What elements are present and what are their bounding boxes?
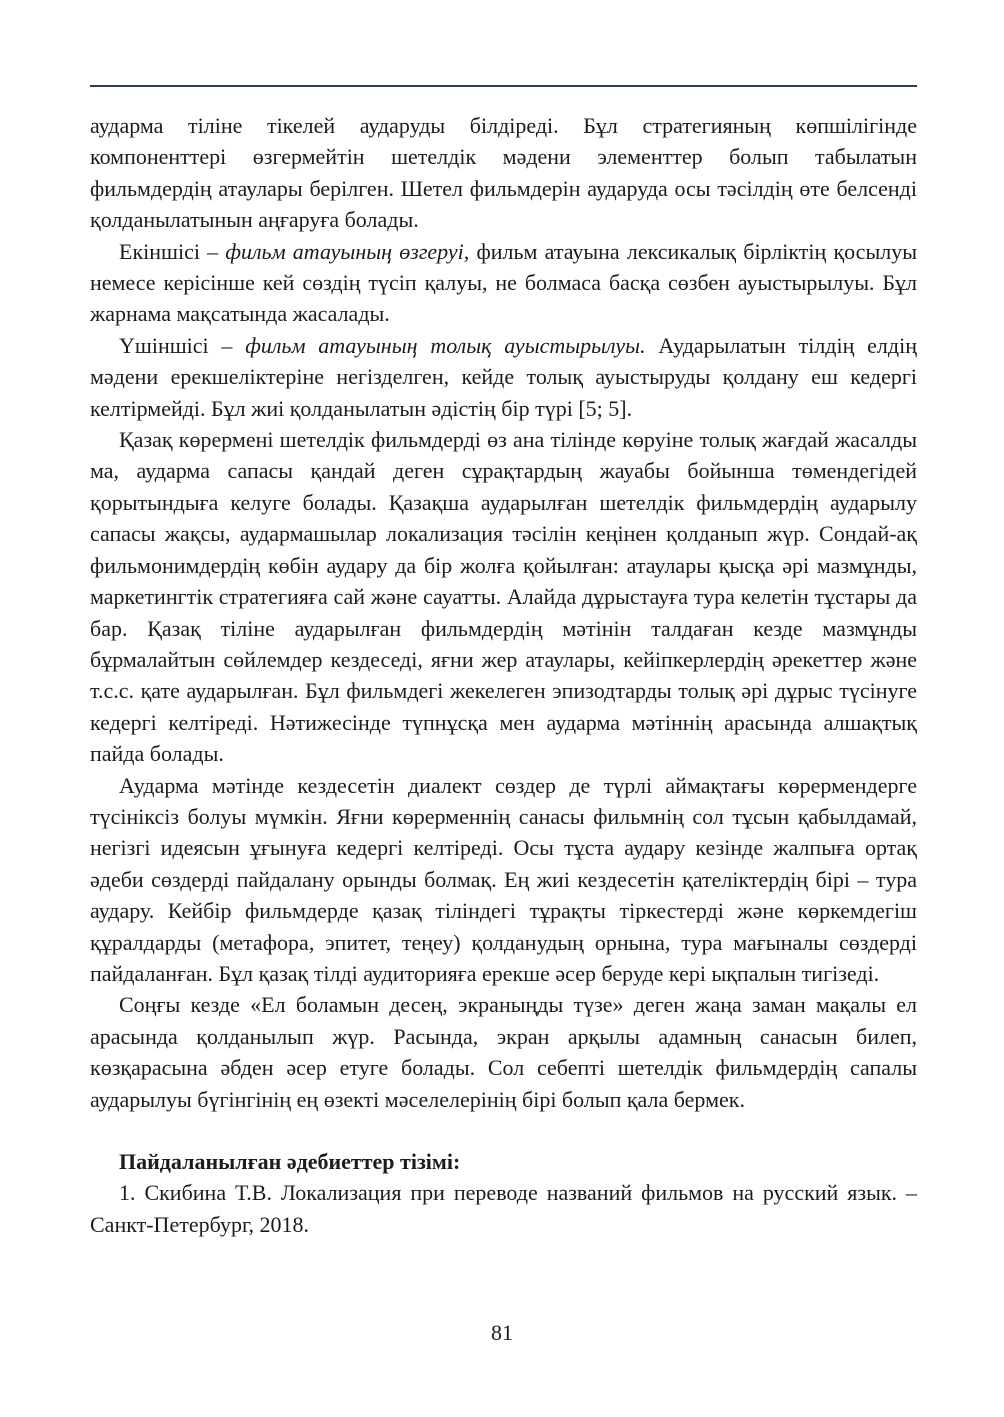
paragraph-4: Қазақ көрермені шетелдік фильмдерді өз ана тілінде көруіне толық жағдай жасалды ма, аударма сапасы қандай деген сұрақтардың жауабы бойынша төмендегідей қорытындыға келуге болады. Қазақша аударылған шетелдік фильмдердің аударылу сапасы жақсы, аудармашылар локализация тәсілін кеңінен қолданып жүр. Сондай-ақ фильмонимдердің көбін аудару да бір жолға қойылған: атаулары қысқа әрі мазмұнды, маркетингтік стратегияға сай және сауатты. Алайда дұрыстауға тура келетін тұстары да бар. Қазақ тіліне аударылған фильмдердің мәтінін талдаған кезде мазмұнды бұрмалайтын сөйлемдер кездеседі, яғни жер атаулары, кейіпкерлердің әрекеттер және т.с.с. қате аударылған. Бұл фильмдегі жекелеген эпизодтарды толық әрі дұрыс түсінуге кедергі келтіреді. Нәтижесінде түпнұсқа мен аударма мәтіннің арасында алшақтық пайда болады.	[90, 427, 917, 767]
paragraph-1: аударма тіліне тікелей аударуды білдіреді. Бұл стратегияның көпшілігінде компоненттері өзгермейтін шетелдік мәдени элементтер болып табылатын фильмдердің атаулары берілген. Шетел фильмдерін аударуда осы тәсілдің өте белсенді қолданылатынын аңғаруға болады.	[90, 113, 917, 233]
paragraph-6: Соңғы кезде «Ел боламын десең, экраныңды түзе» деген жаңа заман мақалы ел арасында қолданылып жүр. Расында, экран арқылы адамның санасын билеп, көзқарасына әбден әсер етуге болады. Сол себепті шетелдік фильмдердің сапалы аударылуы бүгінгінің ең өзекті мәселелерінің бірі болып қала бермек.	[90, 992, 917, 1112]
paragraph-2-rest: фильм атауына лексикалық бірліктің қосылуы немесе керісінше кей сөздің түсіп қалуы, не болмаса басқа сөзбен ауыстырылуы. Бұл жарнама мақсатында жасалады.	[90, 238, 917, 327]
paragraph-3-lead: Үшіншісі –	[119, 332, 246, 358]
paragraph-2	[90, 236, 917, 330]
header-rule	[90, 85, 917, 87]
paragraph-2-lead: Екіншісі –	[119, 238, 226, 264]
paragraph-3	[90, 330, 917, 424]
paragraph-3-emphasis: фильм атауының толық ауыстырылуы.	[245, 332, 646, 358]
paragraph-2-emphasis: фильм атауының өзгеруі,	[225, 238, 470, 264]
paragraph-3-rest: Аударылатын тілдің елдің мәдени ерекшеліктеріне негізделген, кейде толық ауыстыруды қолдану еш кедергі келтірмейді. Бұл жиі қолданылатын әдістің бір түрі [5; 5].	[90, 332, 917, 421]
page-body	[90, 110, 917, 1240]
paragraph-5: Аударма мәтінде кездесетін диалект сөздер де түрлі аймақтағы көрермендерге түсініксіз болуы мүмкін. Яғни көрерменнің санасы фильмнің сол тұсын қабылдамай, негізгі идеясын ұғынуға кедергі келтіреді. Осы тұста аудару кезінде жалпыға ортақ әдеби сөздерді пайдалану орынды болмақ. Ең жиі кездесетін қателіктердің бірі – тура аудару. Кейбір фильмдерде қазақ тіліндегі тұрақты тіркестерді және көркемдегіш құралдарды (метафора, эпитет, теңеу) қолданудың орнына, тура мағыналы сөздерді пайдаланған. Бұл қазақ тілді аудиторияға ерекше әсер беруде кері ықпалын тигізеді.	[90, 772, 917, 986]
page-number: 81	[491, 1320, 513, 1345]
reference-item: 1. Скибина Т.В. Локализация при переводе названий фильмов на русский язык. – Санкт-Петербург, 2018.	[90, 1180, 917, 1237]
references-heading: Пайдаланылған әдебиеттер тізімі:	[119, 1149, 461, 1174]
